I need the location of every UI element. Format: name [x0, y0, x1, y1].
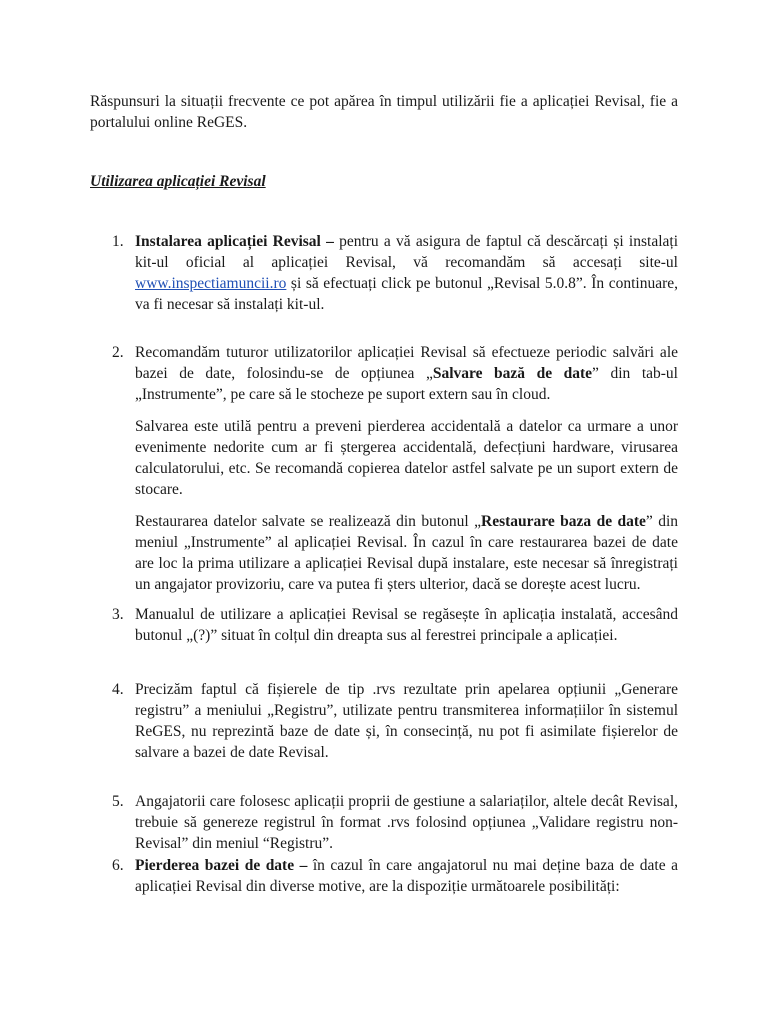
list-number: 2.: [112, 344, 124, 361]
list-item-4: [112, 679, 678, 763]
list-item-2: [112, 342, 678, 595]
list-number: 4.: [112, 681, 124, 698]
list-number: 1.: [112, 233, 124, 250]
section-title: Utilizarea aplicației Revisal: [90, 173, 266, 190]
item-2-p3-bold: Restaurare baza de date: [481, 513, 646, 530]
list-number: 6.: [112, 857, 124, 874]
item-6-text-rest: în cazul în care angajatorul nu mai deține baza de date a aplicației Revisal din diverse motive, are la dispoziție următoarele posibilități:: [135, 857, 678, 895]
item-2-paragraph-1: [135, 342, 678, 405]
list-number: 5.: [112, 793, 124, 810]
list-item-5: [112, 791, 678, 854]
list-item-3: [112, 604, 678, 646]
item-6-lead: Pierderea bazei de date –: [135, 857, 308, 874]
item-1-lead: Instalarea aplicației Revisal –: [135, 233, 334, 250]
item-1-text-a: pentru a vă asigura de faptul că descărcați și instalați kit-ul oficial al aplicației Revisal, vă recomandăm să accesați site-ul: [135, 233, 678, 271]
list-item-1: [112, 231, 678, 315]
intro-paragraph: Răspunsuri la situații frecvente ce pot apărea în timpul utilizării fie a aplicației Revisal, fie a portalului online ReGES.: [90, 93, 678, 131]
item-2-p1-b: ” din tab-ul „Instrumente”, pe care să le stocheze pe suport extern sau în cloud.: [135, 365, 678, 403]
item-3-text: Manualul de utilizare a aplicației Revisal se regăsește în aplicația instalată, accesând butonul „(?)” situat în colțul din dreapta sus al ferestrei principale a aplicației.: [135, 606, 678, 644]
item-2-p1-a: Recomandăm tuturor utilizatorilor aplicației Revisal să efectueze periodic salvări ale bazei de date, folosindu-se de opțiunea „: [135, 344, 678, 382]
list-item-6: [112, 855, 678, 897]
item-4-text: Precizăm faptul că fișierele de tip .rvs rezultate prin apelarea opțiunii „Generare registru” a meniului „Registru”, utilizate pentru transmiterea informațiilor în sistemul ReGES, nu reprezintă baze de date și, în consecință, nu pot fi asimilate fișierelor de salvare a bazei de date Revisal.: [135, 681, 678, 761]
item-2-p3-b: ” din meniul „Instrumente” al aplicației Revisal. În cazul în care restaurarea bazei de date are loc la prima utilizare a aplicației Revisal după instalare, este necesar să înregistrați un angajator provizoriu, care va putea fi șters ulterior, dacă se dorește acest lucru.: [135, 513, 679, 593]
inspectiamuncii-link[interactable]: www.inspectiamuncii.ro: [135, 275, 287, 292]
list-number: 3.: [112, 606, 124, 623]
item-1-text-b: și să efectuați click pe butonul „Revisal 5.0.8”. În continuare, va fi necesar să instalați kit-ul.: [135, 275, 678, 313]
item-2-p1-bold: Salvare bază de date: [432, 365, 593, 382]
item-2-paragraph-3: [135, 511, 678, 595]
item-2-paragraph-2: Salvarea este utilă pentru a preveni pierderea accidentală a datelor ca urmare a unor evenimente nedorite cum ar fi ștergerea accidentală, defecțiuni hardware, virusarea calculatorului, etc. Se recomandă copierea datelor astfel salvate pe un suport extern de stocare.: [135, 418, 678, 498]
item-1-text: [135, 231, 678, 315]
item-2-p3-a: Restaurarea datelor salvate se realizează din butonul „: [135, 513, 481, 530]
item-5-text: Angajatorii care folosesc aplicații proprii de gestiune a salariaților, altele decât Revisal, trebuie să genereze registrul în format .rvs folosind opțiunea „Validare registru non-Revisal” din meniul “Registru”.: [135, 793, 678, 852]
item-6-text: [135, 855, 678, 897]
